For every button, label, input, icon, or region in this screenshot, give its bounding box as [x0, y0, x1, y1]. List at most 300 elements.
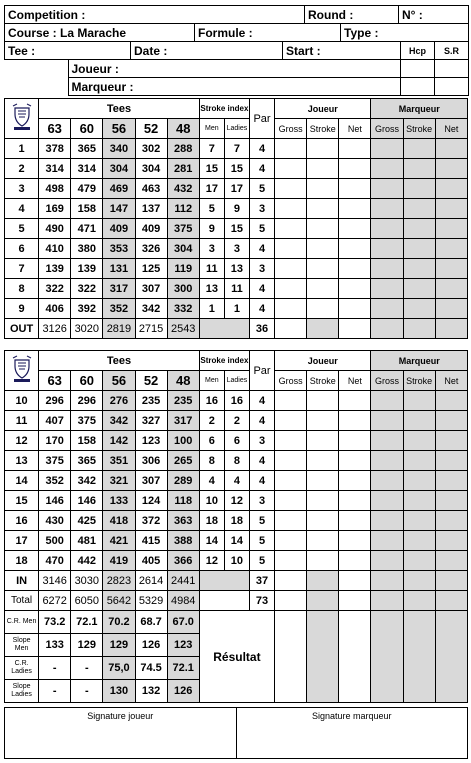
marqueur-score-cell[interactable]: [403, 179, 435, 199]
rating-value: 70.2: [103, 611, 135, 634]
joueur-score-cell[interactable]: [275, 491, 307, 511]
tee-distance: 490: [39, 219, 71, 239]
tee-distance: 353: [103, 239, 135, 259]
marqueur-result-cell[interactable]: [371, 611, 403, 703]
joueur-score-cell[interactable]: [307, 451, 339, 471]
joueur-score-cell[interactable]: [275, 411, 307, 431]
tee-distance: 366: [167, 551, 199, 571]
stroke-index-ladies: 4: [224, 471, 249, 491]
joueur-score-cell[interactable]: [339, 139, 371, 159]
marqueur-score-cell[interactable]: [435, 179, 467, 199]
rating-value: 67.0: [167, 611, 199, 634]
course-field[interactable]: Course : La Marache: [5, 24, 195, 42]
si-men-label: Men: [199, 371, 224, 391]
hole-number: 1: [5, 139, 39, 159]
marqueur-total-cell[interactable]: [403, 571, 435, 591]
hole-number: 10: [5, 391, 39, 411]
marqueur-score-cell[interactable]: [403, 451, 435, 471]
hole-row: [5, 279, 468, 299]
joueur-score-cell[interactable]: [307, 199, 339, 219]
marqueur-score-cell[interactable]: [435, 219, 467, 239]
rating-value: 72.1: [71, 611, 103, 634]
rating-value: 72.1: [167, 657, 199, 680]
joueur-score-cell[interactable]: [307, 279, 339, 299]
joueur-score-cell[interactable]: [275, 179, 307, 199]
marqueur-score-cell[interactable]: [371, 411, 403, 431]
header-table-3: [4, 41, 469, 60]
joueur-score-cell[interactable]: [339, 491, 371, 511]
joueur-result-cell[interactable]: [339, 611, 371, 703]
tee-distance: 100: [167, 431, 199, 451]
marqueur-score-cell[interactable]: [435, 491, 467, 511]
hole-row: [5, 391, 468, 411]
marqueur-score-cell[interactable]: [435, 139, 467, 159]
stroke-index-ladies: 10: [224, 551, 249, 571]
stroke-index-men: 12: [199, 551, 224, 571]
tee-total: 6050: [71, 591, 103, 611]
tee-total: 4984: [167, 591, 199, 611]
joueur-result-cell[interactable]: [307, 611, 339, 703]
marqueur-field[interactable]: Marqueur :: [68, 78, 400, 96]
marqueur-score-cell[interactable]: [435, 551, 467, 571]
marqueur-score-cell[interactable]: [403, 139, 435, 159]
marqueur-result-cell[interactable]: [403, 611, 435, 703]
par-value: 4: [249, 451, 274, 471]
round-field[interactable]: Round :: [305, 6, 399, 24]
tee-col-48: 48: [167, 371, 199, 391]
marqueur-score-cell[interactable]: [403, 159, 435, 179]
joueur-score-cell[interactable]: [339, 451, 371, 471]
hcp-joueur-field[interactable]: [400, 60, 434, 78]
marker-signature-label: Signature marqueur: [311, 711, 392, 721]
hole-row: [5, 531, 468, 551]
marqueur-score-cell[interactable]: [403, 531, 435, 551]
stroke-index-ladies: 15: [224, 219, 249, 239]
joueur-total-cell[interactable]: [307, 591, 339, 611]
marqueur-total-cell[interactable]: [371, 571, 403, 591]
joueur-score-cell[interactable]: [307, 219, 339, 239]
joueur-score-cell[interactable]: [307, 391, 339, 411]
marqueur-score-cell[interactable]: [403, 239, 435, 259]
rating-label: C.R. Ladies: [5, 657, 39, 680]
tee-distance: 139: [39, 259, 71, 279]
hole-row: [5, 451, 468, 471]
par-value: 4: [249, 299, 274, 319]
par-value: 4: [249, 159, 274, 179]
si-ladies-label: Ladies: [224, 371, 249, 391]
stroke-index-heading: Stroke index: [199, 99, 249, 119]
hole-row: [5, 139, 468, 159]
rating-value: -: [71, 657, 103, 680]
marqueur-score-cell[interactable]: [435, 531, 467, 551]
tee-distance: 327: [135, 411, 167, 431]
marqueur-score-cell[interactable]: [435, 279, 467, 299]
stroke-index-ladies: 9: [224, 199, 249, 219]
joueur-score-cell[interactable]: [307, 299, 339, 319]
tee-distance: 169: [39, 199, 71, 219]
tee-distance: 317: [167, 411, 199, 431]
tee-distance: 340: [103, 139, 135, 159]
stroke-index-heading: Stroke index: [199, 351, 249, 371]
tee-col-52: 52: [135, 119, 167, 139]
hole-number: 15: [5, 491, 39, 511]
marqueur-score-cell[interactable]: [435, 259, 467, 279]
joueur-score-cell[interactable]: [275, 511, 307, 531]
tee-distance: 470: [39, 551, 71, 571]
tee-distance: 304: [167, 239, 199, 259]
tee-col-48: 48: [167, 119, 199, 139]
joueur-score-cell[interactable]: [339, 531, 371, 551]
marqueur-score-cell[interactable]: [435, 451, 467, 471]
joueur-score-cell[interactable]: [307, 259, 339, 279]
tee-distance: 406: [39, 299, 71, 319]
tee-distance: 326: [135, 239, 167, 259]
hole-number: 4: [5, 199, 39, 219]
marqueur-score-cell[interactable]: [371, 431, 403, 451]
sr-marqueur-field[interactable]: [434, 78, 468, 96]
joueur-field[interactable]: Joueur :: [68, 60, 400, 78]
joueur-total-cell[interactable]: [275, 319, 307, 339]
joueur-score-cell[interactable]: [339, 279, 371, 299]
tee-distance: 342: [135, 299, 167, 319]
date-field[interactable]: Date :: [131, 42, 283, 60]
stroke-index-men: 17: [199, 179, 224, 199]
back-nine-table: [4, 350, 468, 703]
joueur-score-cell[interactable]: [307, 179, 339, 199]
marqueur-score-cell[interactable]: [403, 299, 435, 319]
joueur-score-cell[interactable]: [275, 259, 307, 279]
club-crest-icon: [9, 354, 35, 384]
tee-distance: 288: [167, 139, 199, 159]
rating-value: 129: [71, 634, 103, 657]
hole-row: [5, 411, 468, 431]
joueur-score-cell[interactable]: [275, 239, 307, 259]
joueur-score-cell[interactable]: [307, 411, 339, 431]
hcp-label: Hcp: [401, 42, 435, 60]
marqueur-score-cell[interactable]: [435, 159, 467, 179]
marqueur-score-cell[interactable]: [435, 471, 467, 491]
joueur-total-cell[interactable]: [275, 571, 307, 591]
par-value: 4: [249, 239, 274, 259]
joueur-total-cell[interactable]: [307, 571, 339, 591]
stroke-index-men: 8: [199, 451, 224, 471]
si-ladies-label: Ladies: [224, 119, 249, 139]
hole-row: [5, 511, 468, 531]
marqueur-score-cell[interactable]: [371, 139, 403, 159]
tees-heading: Tees: [39, 351, 200, 371]
marqueur-score-cell[interactable]: [435, 299, 467, 319]
stroke-index-ladies: 3: [224, 239, 249, 259]
marqueur-score-cell[interactable]: [371, 511, 403, 531]
rating-value: 130: [103, 680, 135, 703]
tee-distance: 432: [167, 179, 199, 199]
joueur-score-cell[interactable]: [275, 299, 307, 319]
tee-distance: 265: [167, 451, 199, 471]
joueur-gross-label: Gross: [275, 371, 307, 391]
tee-distance: 137: [135, 199, 167, 219]
marqueur-score-cell[interactable]: [435, 411, 467, 431]
tee-distance: 442: [71, 551, 103, 571]
joueur-score-cell[interactable]: [275, 531, 307, 551]
stroke-index-ladies: 18: [224, 511, 249, 531]
rating-row: [5, 611, 468, 634]
in-row-label: IN: [5, 571, 39, 591]
stroke-index-men: 7: [199, 139, 224, 159]
joueur-score-cell[interactable]: [339, 199, 371, 219]
stroke-index-blank: [199, 571, 249, 591]
marqueur-score-cell[interactable]: [435, 431, 467, 451]
hole-row: [5, 431, 468, 451]
joueur-total-cell[interactable]: [339, 571, 371, 591]
player-signature-box[interactable]: [5, 708, 237, 759]
tee-distance: 289: [167, 471, 199, 491]
tee-total: 3030: [71, 571, 103, 591]
tee-distance: 332: [167, 299, 199, 319]
tee-col-56: 56: [103, 119, 135, 139]
marqueur-score-cell[interactable]: [403, 551, 435, 571]
formule-field[interactable]: Formule :: [195, 24, 341, 42]
tee-total: 2715: [135, 319, 167, 339]
rating-value: 75,0: [103, 657, 135, 680]
tee-distance: 314: [71, 159, 103, 179]
marqueur-heading: Marqueur: [371, 351, 468, 371]
stroke-index-men: 6: [199, 431, 224, 451]
par-value: 5: [249, 531, 274, 551]
marqueur-score-cell[interactable]: [371, 279, 403, 299]
joueur-score-cell[interactable]: [275, 391, 307, 411]
joueur-score-cell[interactable]: [275, 279, 307, 299]
marqueur-score-cell[interactable]: [371, 239, 403, 259]
out-row: [5, 319, 468, 339]
par-heading: Par: [249, 351, 274, 391]
tee-total: 2819: [103, 319, 135, 339]
rating-label: C.R. Men: [5, 611, 39, 634]
joueur-score-cell[interactable]: [275, 199, 307, 219]
stroke-index-ladies: 12: [224, 491, 249, 511]
hcp-marqueur-field[interactable]: [400, 78, 434, 96]
tee-col-56: 56: [103, 371, 135, 391]
joueur-score-cell[interactable]: [275, 431, 307, 451]
joueur-score-cell[interactable]: [307, 531, 339, 551]
marqueur-score-cell[interactable]: [371, 471, 403, 491]
par-value: 4: [249, 139, 274, 159]
stroke-index-ladies: 1: [224, 299, 249, 319]
marqueur-score-cell[interactable]: [403, 279, 435, 299]
tee-field[interactable]: Tee :: [5, 42, 131, 60]
start-field[interactable]: Start :: [283, 42, 401, 60]
rating-value: 126: [167, 680, 199, 703]
marqueur-score-cell[interactable]: [403, 391, 435, 411]
joueur-score-cell[interactable]: [339, 511, 371, 531]
joueur-score-cell[interactable]: [339, 411, 371, 431]
stroke-index-ladies: 7: [224, 139, 249, 159]
tee-col-52: 52: [135, 371, 167, 391]
joueur-score-cell[interactable]: [307, 239, 339, 259]
marqueur-score-cell[interactable]: [403, 511, 435, 531]
stroke-index-men: 9: [199, 219, 224, 239]
tee-distance: 410: [39, 239, 71, 259]
marqueur-score-cell[interactable]: [371, 491, 403, 511]
par-total: 37: [249, 571, 274, 591]
tee-distance: 307: [135, 471, 167, 491]
rating-value: -: [71, 680, 103, 703]
stroke-index-men: 4: [199, 471, 224, 491]
joueur-score-cell[interactable]: [339, 219, 371, 239]
joueur-score-cell[interactable]: [339, 431, 371, 451]
marqueur-score-cell[interactable]: [435, 511, 467, 531]
joueur-score-cell[interactable]: [339, 239, 371, 259]
marqueur-total-cell[interactable]: [371, 319, 403, 339]
marqueur-gross-label: Gross: [371, 119, 403, 139]
rating-value: 68.7: [135, 611, 167, 634]
rating-value: -: [39, 657, 71, 680]
joueur-score-cell[interactable]: [275, 451, 307, 471]
competition-field[interactable]: Competition :: [5, 6, 305, 24]
joueur-score-cell[interactable]: [307, 511, 339, 531]
marqueur-total-cell[interactable]: [435, 319, 467, 339]
par-value: 3: [249, 431, 274, 451]
marqueur-score-cell[interactable]: [403, 259, 435, 279]
marqueur-score-cell[interactable]: [403, 219, 435, 239]
tee-distance: 306: [135, 451, 167, 471]
stroke-index-ladies: 14: [224, 531, 249, 551]
par-value: 5: [249, 179, 274, 199]
hole-number: 13: [5, 451, 39, 471]
joueur-score-cell[interactable]: [339, 551, 371, 571]
header-table-2: [4, 23, 469, 42]
joueur-result-cell[interactable]: [275, 611, 307, 703]
tee-distance: 146: [71, 491, 103, 511]
marqueur-score-cell[interactable]: [403, 491, 435, 511]
marqueur-score-cell[interactable]: [435, 199, 467, 219]
marqueur-net-label: Net: [435, 119, 467, 139]
marqueur-total-cell[interactable]: [403, 591, 435, 611]
marqueur-score-cell[interactable]: [403, 199, 435, 219]
number-field[interactable]: N° :: [399, 6, 469, 24]
tee-total: 2614: [135, 571, 167, 591]
header-blank-2: [4, 78, 68, 96]
rating-label: Slope Men: [5, 634, 39, 657]
joueur-score-cell[interactable]: [275, 219, 307, 239]
tee-col-60: 60: [71, 119, 103, 139]
rating-value: 74.5: [135, 657, 167, 680]
marqueur-score-cell[interactable]: [371, 531, 403, 551]
joueur-score-cell[interactable]: [307, 159, 339, 179]
marqueur-total-cell[interactable]: [435, 571, 467, 591]
joueur-score-cell[interactable]: [275, 159, 307, 179]
tee-distance: 317: [103, 279, 135, 299]
marqueur-score-cell[interactable]: [371, 299, 403, 319]
tee-distance: 375: [71, 411, 103, 431]
marqueur-net-label: Net: [435, 371, 467, 391]
joueur-score-cell[interactable]: [339, 391, 371, 411]
type-field[interactable]: Type :: [341, 24, 469, 42]
hole-number: 16: [5, 511, 39, 531]
marqueur-gross-label: Gross: [371, 371, 403, 391]
joueur-score-cell[interactable]: [307, 139, 339, 159]
par-total: 73: [249, 591, 274, 611]
joueur-score-cell[interactable]: [339, 259, 371, 279]
marker-signature-box[interactable]: [236, 708, 468, 759]
marqueur-score-cell[interactable]: [403, 411, 435, 431]
tee-distance: 125: [135, 259, 167, 279]
marqueur-total-cell[interactable]: [403, 319, 435, 339]
joueur-score-cell[interactable]: [339, 299, 371, 319]
marqueur-score-cell[interactable]: [371, 551, 403, 571]
tee-distance: 500: [39, 531, 71, 551]
marqueur-score-cell[interactable]: [435, 239, 467, 259]
hole-number: 18: [5, 551, 39, 571]
joueur-score-cell[interactable]: [339, 159, 371, 179]
tee-distance: 307: [135, 279, 167, 299]
marqueur-score-cell[interactable]: [371, 219, 403, 239]
par-value: 4: [249, 391, 274, 411]
marqueur-score-cell[interactable]: [371, 391, 403, 411]
joueur-score-cell[interactable]: [275, 551, 307, 571]
stroke-index-men: 16: [199, 391, 224, 411]
tee-col-63: 63: [39, 371, 71, 391]
si-men-label: Men: [199, 119, 224, 139]
par-total: 36: [249, 319, 274, 339]
marqueur-score-cell[interactable]: [403, 471, 435, 491]
joueur-stroke-label: Stroke: [307, 371, 339, 391]
tee-distance: 118: [167, 491, 199, 511]
marqueur-total-cell[interactable]: [371, 591, 403, 611]
joueur-score-cell[interactable]: [307, 491, 339, 511]
marqueur-score-cell[interactable]: [371, 451, 403, 471]
tee-distance: 300: [167, 279, 199, 299]
joueur-score-cell[interactable]: [275, 471, 307, 491]
tee-distance: 322: [39, 279, 71, 299]
joueur-total-cell[interactable]: [275, 591, 307, 611]
tee-total: 2543: [167, 319, 199, 339]
stroke-index-ladies: 2: [224, 411, 249, 431]
joueur-score-cell[interactable]: [275, 139, 307, 159]
hole-number: 12: [5, 431, 39, 451]
marqueur-score-cell[interactable]: [403, 431, 435, 451]
joueur-heading: Joueur: [275, 99, 371, 119]
joueur-score-cell[interactable]: [339, 179, 371, 199]
marqueur-score-cell[interactable]: [371, 179, 403, 199]
tee-total: 5642: [103, 591, 135, 611]
stroke-index-men: 5: [199, 199, 224, 219]
tee-total: 3146: [39, 571, 71, 591]
sr-joueur-field[interactable]: [434, 60, 468, 78]
resultat-label: Résultat: [199, 611, 274, 703]
joueur-score-cell[interactable]: [307, 431, 339, 451]
marqueur-score-cell[interactable]: [371, 159, 403, 179]
marqueur-result-cell[interactable]: [435, 611, 467, 703]
joueur-score-cell[interactable]: [307, 551, 339, 571]
tee-distance: 142: [103, 431, 135, 451]
joueur-total-cell[interactable]: [339, 319, 371, 339]
tee-distance: 124: [135, 491, 167, 511]
joueur-score-cell[interactable]: [307, 471, 339, 491]
marqueur-score-cell[interactable]: [371, 199, 403, 219]
par-value: 5: [249, 219, 274, 239]
par-heading: Par: [249, 99, 274, 139]
marqueur-score-cell[interactable]: [435, 391, 467, 411]
hole-number: 9: [5, 299, 39, 319]
club-logo: [5, 351, 39, 391]
marqueur-total-cell[interactable]: [435, 591, 467, 611]
joueur-total-cell[interactable]: [339, 591, 371, 611]
marqueur-score-cell[interactable]: [371, 259, 403, 279]
stroke-index-men: 15: [199, 159, 224, 179]
joueur-score-cell[interactable]: [339, 471, 371, 491]
club-logo: [5, 99, 39, 139]
joueur-total-cell[interactable]: [307, 319, 339, 339]
